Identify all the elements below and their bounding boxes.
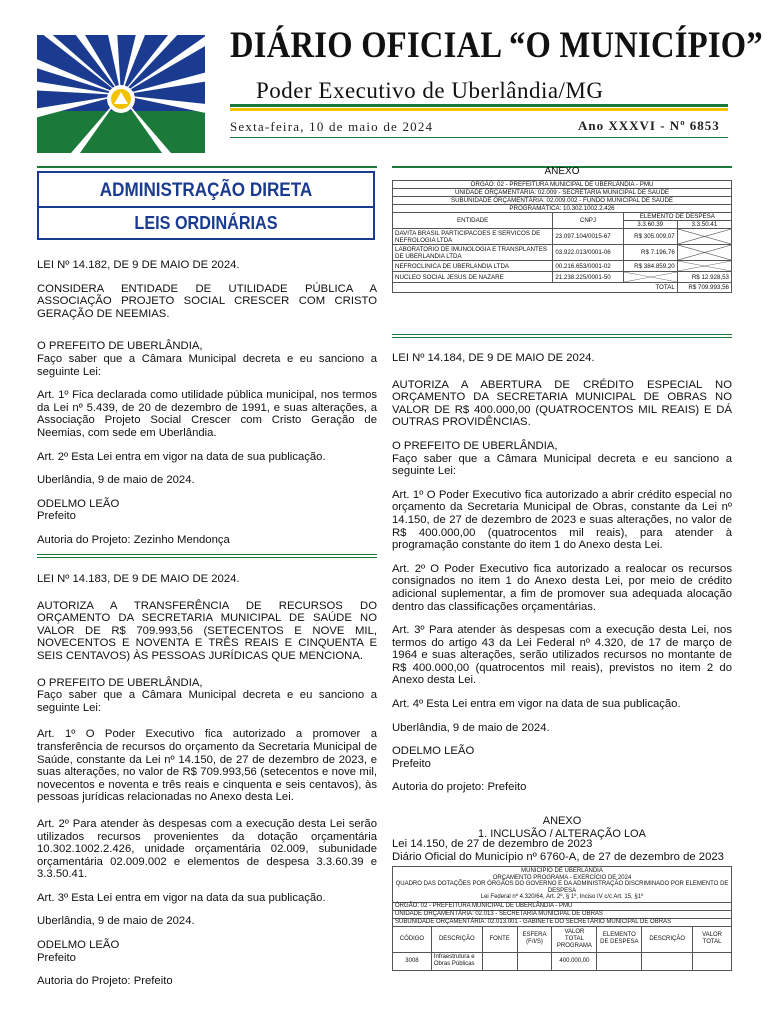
issue-date: Sexta-feira, 10 de maio de 2024 (230, 119, 434, 134)
total-label: TOTAL (393, 283, 678, 293)
box-line: ORÇAMENTO PROGRAMA - EXERCÍCIO DE 2024 (492, 874, 632, 881)
law-heading: LEI Nº 14.184, DE 9 DE MAIO DE 2024. (392, 352, 595, 364)
cell-elemento (597, 952, 642, 970)
masthead-subtitle: Poder Executivo de Uberlândia/MG (256, 78, 604, 103)
prefeito-intro: O PREFEITO DE UBERLÂNDIA, (392, 439, 558, 452)
subunidade-row: SUBUNIDADE ORÇAMENTÁRIA: 02.013.001 - GABINETE DO SECRETÁRIO MUNICIPAL DE OBRAS (393, 918, 732, 926)
col-descricao-2: DESCRIÇÃO (642, 926, 693, 952)
anexo2-heading (392, 815, 732, 840)
autoria: Autoria do projeto: Prefeito (392, 781, 527, 794)
separator (392, 334, 732, 335)
col-cnpj: CNPJ (553, 213, 623, 229)
cell-descricao: Infraestrutura e Obras Públicas (431, 952, 482, 970)
cell-codigo: 3008 (393, 952, 432, 970)
signer-role: Prefeito (37, 510, 76, 523)
col-codigo: CÓDIGO (393, 926, 432, 952)
col-valor-programa: VALOR TOTAL PROGRAMA (552, 926, 597, 952)
signer-role: Prefeito (392, 757, 431, 770)
prefeito-intro: O PREFEITO DE UBERLÂNDIA, (37, 340, 203, 353)
box-line: MUNICÍPIO DE UBERLÂNDIA (521, 868, 603, 874)
total-value: R$ 709.993,56 (677, 283, 731, 293)
separator (37, 557, 377, 558)
law-14184 (392, 352, 732, 805)
article-4: Art. 4º Esta Lei entra em vigor na data de sua publicação. (392, 698, 681, 711)
cell-cnpj: 23.097.104/0015-67 (553, 229, 623, 245)
anexo-table (392, 180, 732, 293)
header-rule-bottom (230, 137, 728, 138)
col-entidade: ENTIDADE (393, 213, 553, 229)
cell-entidade: NUCLEO SOCIAL JESUS DE NAZARE (393, 272, 553, 283)
budget-header (393, 867, 732, 903)
orgao-row: ÓRGÃO: 02 - PREFEITURA MUNICIPAL DE UBERLÂNDIA - PMU (393, 181, 732, 189)
crossed-cell (677, 245, 731, 261)
decreta-text: Faço saber que a Câmara Municipal decreta e eu sanciono a seguinte Lei: (37, 352, 377, 378)
autoria: Autoria do Projeto: Prefeito (37, 975, 173, 988)
law-14182 (37, 259, 377, 558)
law-ementa: AUTORIZA A ABERTURA DE CRÉDITO ESPECIAL NO ORÇAMENTO DA SECRETARIA MUNICIPAL DE OBRAS NO VALOR DE R$ 400.000,00 (QUATROCENTOS MIL REAIS) E DÁ OUTRAS PROVIDÊNCIAS. (392, 378, 732, 429)
article-2: Art. 2º Esta Lei entra em vigor na data de sua publicação. (37, 450, 326, 463)
unidade-row: UNIDADE ORÇAMENTÁRIA: 02.013 - SECRETARIA MUNICIPAL DE OBRAS (393, 910, 732, 918)
cell-fonte (482, 952, 517, 970)
table-row (393, 952, 732, 970)
col-esfera: ESFERA (F/I/S) (517, 926, 552, 952)
cell-valor-total (693, 952, 732, 970)
programatica-row: PROGRAMÁTICA: 10.302.1002.2.426 (393, 205, 732, 213)
section-divider (39, 206, 373, 208)
masthead-title: DIÁRIO OFICIAL “O MUNICÍPIO” (230, 25, 763, 66)
subunidade-row: SUBUNIDADE ORÇAMENTÁRIA: 02.009.002 - FUNDO MUNICIPAL DE SAÚDE (393, 197, 732, 205)
section-title: ADMINISTRAÇÃO DIRETA (99, 180, 313, 201)
diario-ref: Diário Oficial do Município nº 6760-A, de 27 de dezembro de 2023 (392, 850, 724, 863)
box-line: QUADRO DAS DOTAÇÕES POR ÓRGÃOS DO GOVERNO E DA ADMINISTRAÇÃO DISCRIMINADO POR ELEMENTO DE DESPESA (395, 881, 729, 894)
col-elemento: ELEMENTO DE DESPESA (597, 926, 642, 952)
autoria: Autoria do Projeto: Zezinho Mendonça (37, 533, 230, 546)
cell-cnpj: 00.216.653/0001-02 (553, 261, 623, 272)
article-3: Art. 3º Esta Lei entra em vigor na data da sua publicação. (37, 891, 326, 904)
unidade-row: UNIDADE ORÇAMENTÁRIA: 02.009 - SECRETARIA MUNICIPAL DE SAÚDE (393, 189, 732, 197)
separator (37, 554, 377, 555)
cell-cnpj: 21.238.225/0001-50 (553, 272, 623, 283)
section-subtitle: LEIS ORDINÁRIAS (134, 213, 278, 233)
anexo-title: ANEXO (544, 166, 580, 177)
table-row (393, 245, 732, 261)
anexo2-table (392, 866, 732, 971)
law-ementa: CONSIDERA ENTIDADE DE UTILIDADE PÚBLICA A ASSOCIAÇÃO PROJETO SOCIAL CRESCER COM CRISTO GERAÇÃO DE NEEMIAS. (37, 282, 377, 320)
col-el1: 3.3.60.39 (623, 221, 677, 229)
col-valor-total: VALOR TOTAL (693, 926, 732, 952)
table-row (393, 272, 732, 283)
city-flag-logo (37, 35, 205, 153)
place-date: Uberlândia, 9 de maio de 2024. (37, 915, 195, 928)
column-rule-left (37, 166, 377, 168)
article-3: Art. 3º Para atender às despesas com a execução desta Lei, nos termos do artigo 43 da Lei Federal nº 4.320, de 17 de março de 1964 e suas alterações, serão utilizados recursos no montante de R$ 400.000,00 (quatrocentos mil reais), previstos no item 2 do Anexo desta Lei. (392, 624, 732, 687)
anexo2-references (392, 838, 737, 863)
col-fonte: FONTE (482, 926, 517, 952)
law-heading: LEI Nº 14.183, DE 9 DE MAIO DE 2024. (37, 573, 240, 585)
cell-valor-programa: 400.000,00 (552, 952, 597, 970)
anexo2-item: 1. INCLUSÃO / ALTERAÇÃO LOA (478, 827, 646, 840)
table-row (393, 229, 732, 245)
cell-v1: R$ 305.009,07 (623, 229, 677, 245)
cell-entidade: NEFROCLINICA DE UBERLANDIA LTDA (393, 261, 553, 272)
cell-v1: R$ 384.859,20 (623, 261, 677, 272)
article-2: Art. 2º Para atender às despesas com a execução desta Lei serão utilizados recursos provenientes da dotação orçamentária 10.302.1002.2.426, unidade orçamentária 02.009, subunidade orçamentária 02.009.002 e elementos de despesa 3.3.60.39 e 3.3.50.41. (37, 817, 377, 881)
cell-entidade: DAVITA BRASIL PARTICIPACOES E SERVICOS DE NEFROLOGIA LTDA (393, 229, 553, 245)
cell-cnpj: 03.922.013/0001-06 (553, 245, 623, 261)
law-ementa: AUTORIZA A TRANSFERÊNCIA DE RECURSOS DO ORÇAMENTO DA SECRETARIA MUNICIPAL DE SAÚDE NO VALOR DE R$ 709.993,56 (SETECENTOS E NOVE MIL, NOVECENTOS E NOVENTA E TRÊS REAIS E CINQUENTA E SEIS CENTAVOS) ÀS PESSOAS JURÍDICAS QUE MENCIONA. (37, 599, 377, 662)
orgao-row: ÓRGÃO: 02 - PREFEITURA MUNICIPAL DE UBERLÂNDIA - PMU (393, 902, 732, 910)
crossed-cell (677, 261, 731, 272)
box-line: Lei Federal nº 4.320/64, Art. 2º, § 1º, Inciso IV c/c Art. 15, §1º (480, 894, 644, 900)
decreta-text: Faço saber que a Câmara Municipal decreta e eu sanciono a seguinte Lei: (37, 689, 377, 714)
cell-esfera (517, 952, 552, 970)
signer-name: ODELMO LEÃO (392, 745, 475, 758)
header-rule-yellow (230, 108, 728, 111)
cell-v2: R$ 12.928,53 (677, 272, 731, 283)
signer-name: ODELMO LEÃO (37, 497, 120, 510)
table-row (393, 261, 732, 272)
separator (392, 337, 732, 338)
cell-entidade: LABORATORIO DE IMUNOLOGIA E TRANSPLANTES DE UBERLANDIA LTDA (393, 245, 553, 261)
crossed-cell (623, 272, 677, 283)
law-ref: Lei 14.150, de 27 de dezembro de 2023 (392, 838, 593, 850)
law-heading: LEI Nº 14.182, DE 9 DE MAIO DE 2024. (37, 259, 240, 271)
prefeito-intro: O PREFEITO DE UBERLÂNDIA, (37, 676, 203, 689)
place-date: Uberlândia, 9 de maio de 2024. (392, 721, 550, 734)
place-date: Uberlândia, 9 de maio de 2024. (37, 474, 195, 487)
crossed-cell (677, 229, 731, 245)
law-14183 (37, 573, 377, 999)
header-rule-green (230, 104, 728, 107)
signer-role: Prefeito (37, 951, 76, 964)
article-1: Art. 1º O Poder Executivo fica autorizado a abrir crédito especial no orçamento da Secretaria Municipal de Obras, constante da Lei nº 14.150, de 27 de dezembro de 2023 e suas alterações, no valor de R$ 400.000,00 (quatrocentos mil reais), para atender à programação constante do item 1 do Anexo desta Lei. (392, 488, 732, 552)
anexo2-title: ANEXO (542, 815, 582, 827)
decreta-text: Faço saber que a Câmara Municipal decreta e eu sanciono a seguinte Lei: (392, 452, 732, 478)
article-1: Art. 1º O Poder Executivo fica autorizado a promover a transferência de recursos do orçamento da Secretaria Municipal de Saúde, constante da Lei nº 14.150, de 27 de dezembro de 2023, e suas alterações, no valor de R$ 709.993,56 (setecentos e nove mil, novecentos e noventa e três reais e cinquenta e seis centavos), às pessoas jurídicas relacionadas no Anexo desta Lei. (37, 728, 377, 804)
col-elemento: ELEMENTO DE DESPESA (623, 213, 731, 221)
col-el2: 3.3.50.41 (677, 221, 731, 229)
article-1: Art. 1º Fica declarada como utilidade pública municipal, nos termos da Lei nº 5.439, de 20 de dezembro de 1991, e suas alterações, a Associação Projeto Social Crescer com Cristo Geração de Neemias, com sede em Uberlândia. (37, 389, 377, 439)
col-descricao: DESCRIÇÃO (431, 926, 482, 952)
cell-descricao-2 (642, 952, 693, 970)
article-2: Art. 2º O Poder Executivo fica autorizado a realocar os recursos consignados no item 1 do Anexo desta Lei, por meio de crédito adicional suplementar, a fim de promover sua adequada alocação dentro das classificações orçamentárias. (392, 562, 732, 613)
signer-name: ODELMO LEÃO (37, 939, 120, 952)
issue-number: Ano XXXVI - Nº 6853 (578, 118, 720, 133)
cell-v1: R$ 7.196,76 (623, 245, 677, 261)
